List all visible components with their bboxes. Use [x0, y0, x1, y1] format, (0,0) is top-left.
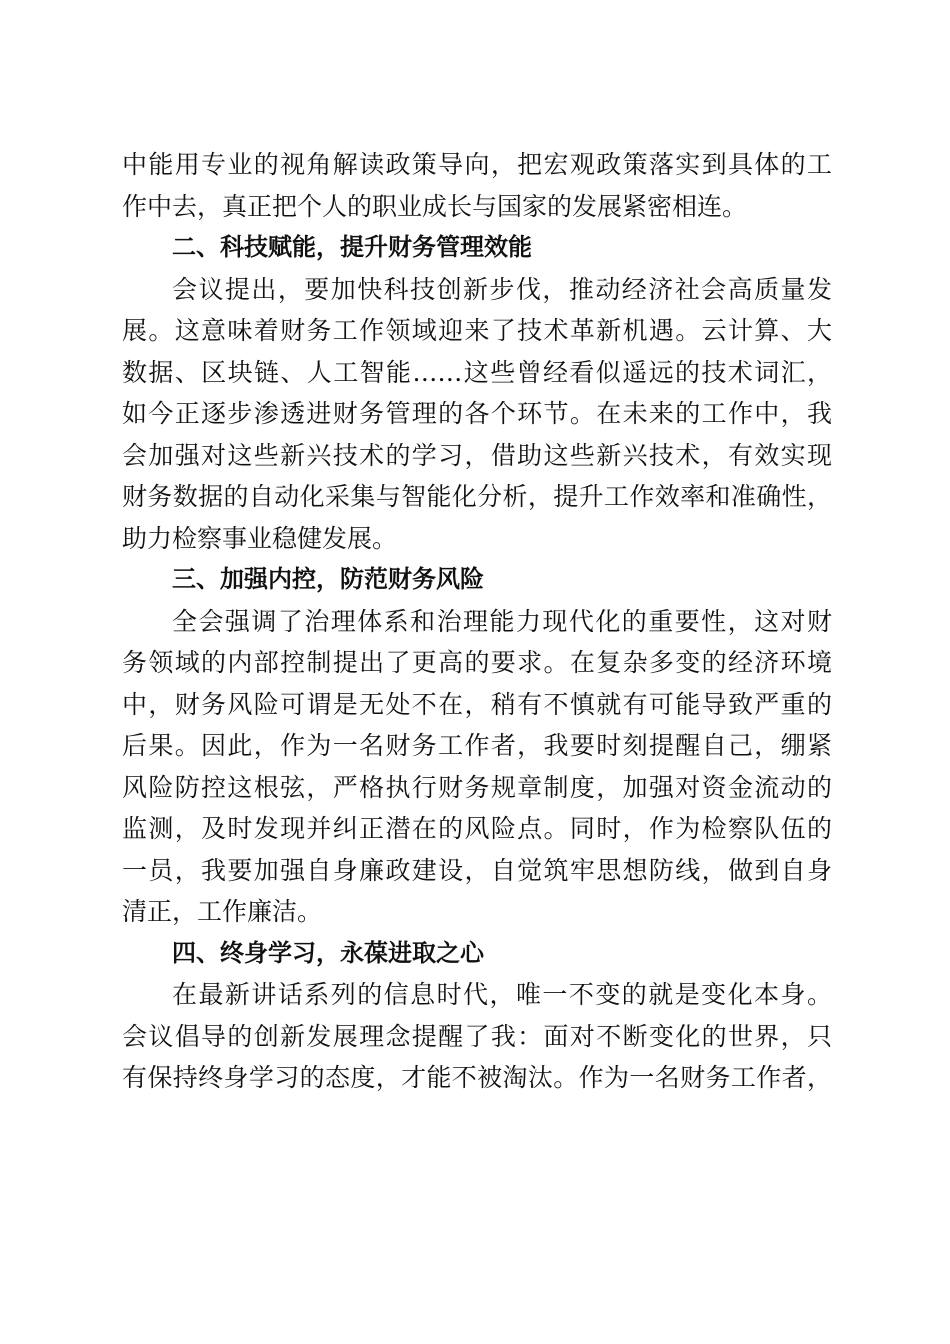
paragraph-line: 助力检察事业稳健发展。 [122, 523, 398, 553]
paragraph-line: 展。这意味着财务工作领域迎来了技术革新机遇。云计算、大 [122, 316, 832, 345]
paragraph-line: 中能用专业的视角解读政策导向，把宏观政策落实到具体的工 [122, 150, 832, 179]
paragraph-line: 有保持终身学习的态度，才能不被淘汰。作为一名财务工作者， [122, 1063, 832, 1092]
section-heading: 四、终身学习，永葆进取之心 [172, 938, 484, 967]
paragraph-line: 监测，及时发现并纠正潜在的风险点。同时，作为检察队伍的 [122, 814, 832, 843]
document-body [122, 144, 832, 1099]
paragraph-line: 会议倡导的创新发展理念提醒了我：面对不断变化的世界，只 [122, 1021, 832, 1051]
paragraph-line: 会议提出，要加快科技创新步伐，推动经济社会高质量发 [172, 274, 832, 304]
section-heading: 二、科技赋能，提升财务管理效能 [172, 233, 532, 261]
paragraph-line: 作中去，真正把个人的职业成长与国家的发展紧密相连。 [122, 191, 748, 221]
paragraph-line: 会加强对这些新兴技术的学习，借助这些新兴技术，有效实现 [122, 440, 832, 470]
paragraph-line: 一员，我要加强自身廉政建设，自觉筑牢思想防线，做到自身 [122, 855, 832, 885]
section-heading: 三、加强内控，防范财务风险 [172, 565, 484, 593]
paragraph-line: 在最新讲话系列的信息时代，唯一不变的就是变化本身。 [172, 980, 832, 1009]
paragraph-line: 后果。因此，作为一名财务工作者，我要时刻提醒自己，绷紧 [122, 731, 832, 760]
paragraph-line: 清正，工作廉洁。 [122, 897, 323, 926]
paragraph-line: 如今正逐步渗透进财务管理的各个环节。在未来的工作中，我 [122, 399, 832, 428]
paragraph-line: 财务数据的自动化采集与智能化分析，提升工作效率和准确性， [122, 482, 832, 511]
paragraph-line: 中，财务风险可谓是无处不在，稍有不慎就有可能导致严重的 [122, 689, 832, 719]
paragraph-line: 全会强调了治理体系和治理能力现代化的重要性，这对财 [172, 606, 832, 636]
paragraph-line: 数据、区块链、人工智能……这些曾经看似遥远的技术词汇， [122, 357, 832, 387]
paragraph-line: 风险防控这根弦，严格执行财务规章制度，加强对资金流动的 [122, 772, 832, 802]
paragraph-line: 务领域的内部控制提出了更高的要求。在复杂多变的经济环境 [122, 648, 832, 677]
